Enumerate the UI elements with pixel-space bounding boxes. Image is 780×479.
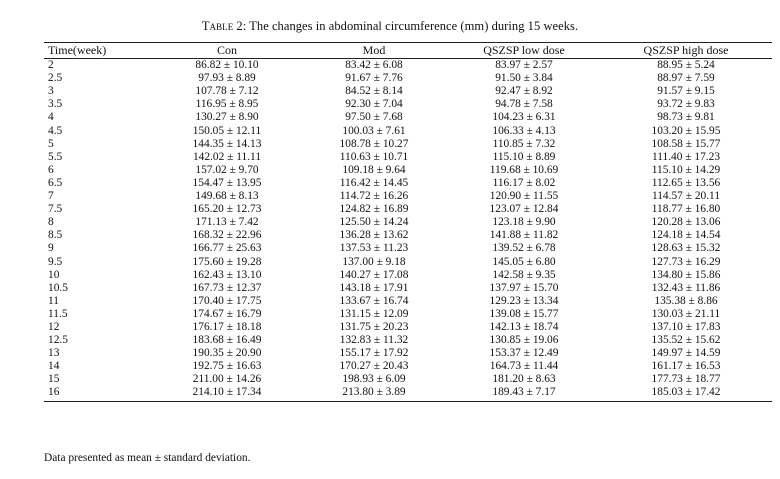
cell-mod: 100.03 ± 7.61 [342, 124, 406, 137]
cell-time: 8 [48, 216, 54, 229]
cell-qszsp-high: 149.97 ± 14.59 [651, 347, 721, 360]
cell-time: 6.5 [48, 176, 63, 189]
table-row [44, 347, 772, 360]
cell-con: 192.75 ± 16.63 [192, 360, 262, 373]
cell-mod: 136.28 ± 13.62 [339, 229, 409, 242]
cell-qszsp-low: 116.17 ± 8.02 [492, 176, 556, 189]
table-row [44, 59, 772, 73]
cell-qszsp-high: 135.38 ± 8.86 [654, 294, 718, 307]
cell-con: 154.47 ± 13.95 [192, 176, 262, 189]
cell-time: 14 [48, 360, 60, 373]
cell-con: 130.27 ± 8.90 [195, 111, 259, 124]
table-row [44, 321, 772, 334]
cell-mod: 170.27 ± 20.43 [339, 360, 409, 373]
table-row [44, 111, 772, 124]
cell-qszsp-high: 177.73 ± 18.77 [651, 373, 721, 386]
cell-qszsp-low: 164.73 ± 11.44 [489, 360, 559, 373]
cell-qszsp-high: 114.57 ± 20.11 [651, 190, 721, 203]
cell-time: 7 [48, 190, 54, 203]
cell-time: 10.5 [48, 281, 68, 294]
cell-time: 9.5 [48, 255, 63, 268]
cell-qszsp-low: 92.47 ± 8.92 [495, 85, 553, 98]
table-row [44, 386, 772, 401]
cell-qszsp-low: 104.23 ± 6.31 [492, 111, 556, 124]
table-row [44, 138, 772, 151]
cell-qszsp-high: 112.65 ± 13.56 [651, 176, 721, 189]
cell-time: 4.5 [48, 124, 63, 137]
cell-qszsp-high: 128.63 ± 15.32 [651, 242, 721, 255]
cell-mod: 131.15 ± 12.09 [339, 307, 409, 320]
cell-mod: 132.83 ± 11.32 [339, 334, 409, 347]
cell-qszsp-low: 142.13 ± 18.74 [489, 320, 559, 333]
cell-mod: 114.72 ± 16.26 [339, 190, 409, 203]
cell-mod: 137.00 ± 9.18 [342, 255, 406, 268]
cell-time: 7.5 [48, 203, 63, 216]
cell-con: 183.68 ± 16.49 [192, 334, 262, 347]
cell-mod: 137.53 ± 11.23 [339, 242, 409, 255]
cell-con: 150.05 ± 12.11 [192, 124, 262, 137]
cell-qszsp-low: 123.07 ± 12.84 [489, 203, 559, 216]
cell-qszsp-low: 145.05 ± 6.80 [492, 255, 556, 268]
cell-qszsp-high: 130.03 ± 21.11 [651, 307, 721, 320]
cell-qszsp-low: 141.88 ± 11.82 [489, 229, 559, 242]
cell-time: 13 [48, 347, 60, 360]
cell-con: 142.02 ± 11.11 [192, 150, 262, 163]
data-table [44, 42, 772, 402]
cell-qszsp-low: 115.10 ± 8.89 [492, 150, 556, 163]
cell-mod: 143.18 ± 17.91 [339, 281, 409, 294]
table-row [44, 308, 772, 321]
cell-qszsp-low: 189.43 ± 7.17 [448, 386, 600, 401]
cell-time: 11 [48, 294, 59, 307]
table-row [44, 229, 772, 242]
cell-qszsp-high: 127.73 ± 16.29 [651, 255, 721, 268]
table-row [44, 216, 772, 229]
cell-qszsp-high: 124.18 ± 14.54 [651, 229, 721, 242]
table-row [44, 151, 772, 164]
cell-qszsp-low: 139.08 ± 15.77 [489, 307, 559, 320]
cell-time: 10 [48, 268, 60, 281]
cell-qszsp-high: 111.40 ± 17.23 [651, 150, 721, 163]
cell-mod: 124.82 ± 16.89 [339, 203, 409, 216]
table-caption [0, 19, 780, 34]
cell-con: 97.93 ± 8.89 [198, 72, 256, 85]
table-row [44, 256, 772, 269]
header-time-week: Time(week) [44, 43, 154, 59]
cell-con: 116.95 ± 8.95 [195, 98, 259, 111]
cell-time: 2 [48, 59, 54, 72]
cell-mod: 109.18 ± 9.64 [342, 163, 406, 176]
header-con: Con [154, 43, 300, 59]
cell-con: 211.00 ± 14.26 [192, 373, 262, 386]
cell-qszsp-high: 93.72 ± 9.83 [657, 98, 715, 111]
table-row [44, 373, 772, 386]
cell-con: 170.40 ± 17.75 [192, 294, 262, 307]
cell-mod: 213.80 ± 3.89 [300, 386, 448, 401]
table-footnote: Data presented as mean ± standard deviation. [44, 452, 251, 464]
cell-mod: 133.67 ± 16.74 [339, 294, 409, 307]
cell-qszsp-high: 132.43 ± 11.86 [651, 281, 721, 294]
cell-qszsp-high: 108.58 ± 15.77 [651, 137, 721, 150]
cell-time: 12 [48, 320, 60, 333]
cell-qszsp-high: 185.03 ± 17.42 [600, 386, 772, 401]
cell-qszsp-high: 161.17 ± 16.53 [651, 360, 721, 373]
table-row [44, 72, 772, 85]
table-row [44, 98, 772, 111]
cell-qszsp-high: 115.10 ± 14.29 [651, 163, 721, 176]
cell-mod: 83.42 ± 6.08 [345, 59, 403, 72]
cell-mod: 97.50 ± 7.68 [345, 111, 403, 124]
cell-con: 174.67 ± 16.79 [192, 307, 262, 320]
cell-mod: 84.52 ± 8.14 [345, 85, 403, 98]
cell-time: 3.5 [48, 98, 63, 111]
cell-time: 12.5 [48, 334, 68, 347]
cell-time: 5.5 [48, 150, 63, 163]
header-qszsp-low-dose: QSZSP low dose [448, 43, 600, 59]
cell-qszsp-low: 181.20 ± 8.63 [492, 373, 556, 386]
cell-qszsp-high: 134.80 ± 15.86 [651, 268, 721, 281]
cell-qszsp-low: 119.68 ± 10.69 [489, 163, 559, 176]
cell-qszsp-low: 139.52 ± 6.78 [492, 242, 556, 255]
cell-time: 15 [48, 373, 60, 386]
cell-qszsp-low: 83.97 ± 2.57 [495, 59, 553, 72]
cell-mod: 110.63 ± 10.71 [339, 150, 409, 163]
cell-time: 4 [48, 111, 54, 124]
header-qszsp-high-dose: QSZSP high dose [600, 43, 772, 59]
table-row [44, 295, 772, 308]
table-row [44, 125, 772, 138]
cell-time: 16 [44, 386, 154, 401]
cell-qszsp-low: 94.78 ± 7.58 [495, 98, 553, 111]
header-mod: Mod [300, 43, 448, 59]
cell-con: 165.20 ± 12.73 [192, 203, 262, 216]
cell-con: 144.35 ± 14.13 [192, 137, 262, 150]
cell-qszsp-low: 130.85 ± 19.06 [489, 334, 559, 347]
cell-qszsp-low: 142.58 ± 9.35 [492, 268, 556, 281]
table-row [44, 242, 772, 255]
cell-mod: 140.27 ± 17.08 [339, 268, 409, 281]
cell-time: 8.5 [48, 229, 63, 242]
cell-mod: 108.78 ± 10.27 [339, 137, 409, 150]
table-row [44, 85, 772, 98]
cell-qszsp-high: 88.95 ± 5.24 [657, 59, 715, 72]
cell-time: 3 [48, 85, 54, 98]
table-label: Table 2: [201, 19, 247, 33]
cell-qszsp-high: 91.57 ± 9.15 [657, 85, 715, 98]
cell-qszsp-low: 129.23 ± 13.34 [489, 294, 559, 307]
cell-con: 162.43 ± 13.10 [192, 268, 262, 281]
cell-con: 167.73 ± 12.37 [192, 281, 262, 294]
table-caption-text: The changes in abdominal circumference (mm) during 15 weeks. [249, 19, 579, 33]
cell-qszsp-high: 103.20 ± 15.95 [651, 124, 721, 137]
table-row [44, 177, 772, 190]
cell-mod: 198.93 ± 6.09 [342, 373, 406, 386]
cell-con: 214.10 ± 17.34 [154, 386, 300, 401]
cell-mod: 92.30 ± 7.04 [345, 98, 403, 111]
cell-con: 190.35 ± 20.90 [192, 347, 262, 360]
table-header-row [44, 43, 772, 59]
table-row [44, 203, 772, 216]
cell-time: 9 [48, 242, 54, 255]
cell-qszsp-high: 137.10 ± 17.83 [651, 320, 721, 333]
cell-qszsp-low: 110.85 ± 7.32 [492, 137, 556, 150]
cell-qszsp-low: 91.50 ± 3.84 [495, 72, 553, 85]
cell-con: 157.02 ± 9.70 [195, 163, 259, 176]
cell-mod: 155.17 ± 17.92 [339, 347, 409, 360]
table-row [44, 282, 772, 295]
cell-con: 86.82 ± 10.10 [195, 59, 259, 72]
cell-qszsp-high: 118.77 ± 16.80 [651, 203, 721, 216]
cell-time: 2.5 [48, 72, 63, 85]
cell-qszsp-high: 135.52 ± 15.62 [651, 334, 721, 347]
cell-mod: 91.67 ± 7.76 [345, 72, 403, 85]
table-row [44, 269, 772, 282]
cell-mod: 125.50 ± 14.24 [339, 216, 409, 229]
table-row [44, 164, 772, 177]
table-row [44, 360, 772, 373]
table-row [44, 334, 772, 347]
cell-con: 149.68 ± 8.13 [195, 190, 259, 203]
cell-con: 107.78 ± 7.12 [195, 85, 259, 98]
cell-qszsp-high: 120.28 ± 13.06 [651, 216, 721, 229]
table-row [44, 190, 772, 203]
cell-con: 175.60 ± 19.28 [192, 255, 262, 268]
cell-qszsp-high: 98.73 ± 9.81 [657, 111, 715, 124]
cell-con: 166.77 ± 25.63 [192, 242, 262, 255]
cell-time: 5 [48, 137, 54, 150]
cell-qszsp-low: 106.33 ± 4.13 [492, 124, 556, 137]
cell-qszsp-low: 137.97 ± 15.70 [489, 281, 559, 294]
cell-con: 176.17 ± 18.18 [192, 320, 262, 333]
cell-qszsp-low: 153.37 ± 12.49 [489, 347, 559, 360]
table-body [44, 59, 772, 401]
cell-mod: 116.42 ± 14.45 [339, 176, 409, 189]
cell-time: 11.5 [48, 307, 68, 320]
cell-mod: 131.75 ± 20.23 [339, 320, 409, 333]
cell-con: 168.32 ± 22.96 [192, 229, 262, 242]
cell-qszsp-high: 88.97 ± 7.59 [657, 72, 715, 85]
cell-con: 171.13 ± 7.42 [195, 216, 259, 229]
cell-time: 6 [48, 163, 54, 176]
cell-qszsp-low: 120.90 ± 11.55 [489, 190, 559, 203]
cell-qszsp-low: 123.18 ± 9.90 [492, 216, 556, 229]
